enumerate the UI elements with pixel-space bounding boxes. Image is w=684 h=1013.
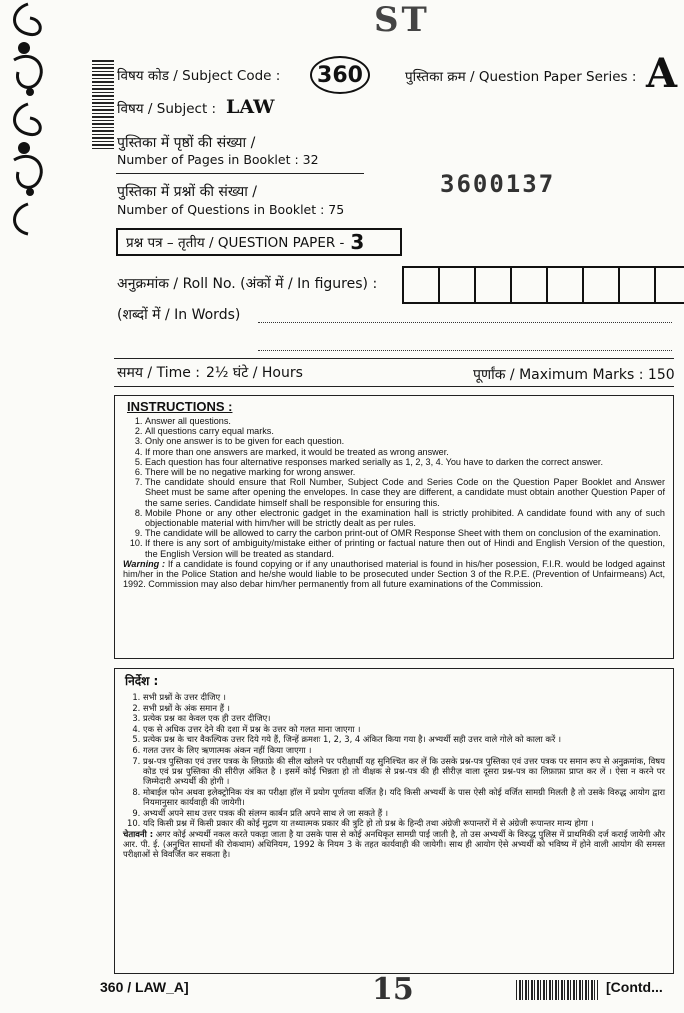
maximum-marks: पूर्णांक / Maximum Marks : 150 (473, 367, 675, 383)
subject-code-label: विषय कोड / Subject Code : (117, 68, 281, 84)
pages-label-english: Number of Pages in Booklet : 32 (117, 152, 319, 167)
roll-words-field[interactable] (258, 322, 672, 323)
hindi-instruction-item: 5. प्रत्येक प्रश्न के चार वैकल्पिक उत्तर दिये गये हैं, जिन्हें क्रमशः 1, 2, 3, 4 अंकित किया गया है। अभ्यर्थी सही उत्तर वाले गोले को काला करें । (143, 734, 665, 744)
warning-label: Warning : (123, 558, 166, 569)
words-label: (शब्दों में / In Words) (117, 307, 241, 323)
hindi-instructions-box (114, 668, 674, 974)
ornament-border (0, 0, 56, 240)
subject-value: LAW (226, 96, 275, 118)
roll-digit-box[interactable] (546, 266, 584, 304)
series-letter: A (646, 50, 678, 97)
instruction-item: 3. Only one answer is to be given for each question. (145, 436, 665, 446)
hindi-instruction-item: 10. यदि किसी प्रश्न में किसी प्रकार की कोई मुद्रण या तथ्यात्मक प्रकार की त्रुटि हो तो प्रश्न के हिन्दी तथा अंग्रेजी रूपान्तरों में से अंग्रेजी रूपान्तर मान्य होगा । (143, 818, 665, 828)
footer-paper-code: 360 / LAW_A] (100, 979, 189, 995)
hindi-instruction-item: 4. एक से अधिक उत्तर देने की दशा में प्रश्न के उत्तर को गलत माना जाएगा । (143, 724, 665, 734)
hindi-instruction-item: 3. प्रत्येक प्रश्न का केवल एक ही उत्तर दीजिए। (143, 713, 665, 723)
hindi-instruction-item: 9. अभ्यर्थी अपने साथ उत्तर पत्रक की संलग्न कार्बन प्रति अपने साथ ले जा सकते हैं । (143, 808, 665, 818)
hindi-warning-label: चेतावनी : (123, 828, 154, 839)
footer-stamp: 15 (372, 972, 414, 1007)
hindi-instruction-item: 8. मोबाईल फोन अथवा इलेक्ट्रोनिक यंत्र का परीक्षा हॉल में प्रयोग पूर्णतया वर्जित है। यदि किसी अभ्यर्थी के पास ऐसी कोई वर्जित सामग्री मिलती है तो उसके विरुद्ध आयोग द्वारा नियमानुसार कार्यवाही की जायेगी। (143, 787, 665, 808)
instructions-box (114, 395, 674, 659)
barcode-strip (92, 60, 114, 150)
roll-number-label: अनुक्रमांक / Roll No. (अंकों में / In figures) : (117, 276, 378, 292)
roll-digit-box[interactable] (654, 266, 684, 304)
roll-digit-box[interactable] (510, 266, 548, 304)
hindi-instructions-list (123, 692, 665, 829)
hindi-warning-text: अगर कोई अभ्यर्थी नकल करते पकड़ा जाता है या उसके पास से कोई अनधिकृत सामग्री पाई जाती है, तो उस अभ्यर्थी के विरुद्ध पुलिस में प्राथमिकी दर्ज कराई जायेगी और आर. पी. ई. (अनुचित साधनों की रोकथाम) अधिनियम, 1992 के नियम 3 के तहत कार्यवाही की जायेगी। साथ ही आयोग ऐसे अभ्यर्थी को भविष्य में होने वाली आयोग की समस्त परीक्षाओं से विवर्जित कर सकता है। (123, 828, 666, 860)
warning-paragraph (123, 559, 665, 590)
hindi-warning-paragraph (123, 829, 665, 860)
instruction-item: 4. If more than one answers are marked, it would be treated as wrong answer. (145, 447, 665, 457)
instruction-item: 6. There will be no negative marking for wrong answer. (145, 467, 665, 477)
hindi-instructions-title: निर्देश : (125, 674, 159, 688)
roll-number-grid[interactable] (404, 266, 684, 304)
hindi-instruction-item: 7. प्रश्न-पत्र पुस्तिका एवं उत्तर पत्रक के लिफ़ाफ़े की सील खोलने पर परीक्षार्थी यह सुनिश्चित कर लें कि उसके प्रश्न-पत्र पुस्तिका एवं उत्तर पत्रक पर समान रूप से अनुक्रमांक, विषय कोड एवं प्रश्न पुस्तिका की सीरीज़ अंकित है । इसमें कोई भिन्नता हो तो वीक्षक से प्रश्न-पत्र की ही सीरीज़ वाला दूसरा प्रश्न-पत्र का लिफ़ाफ़ा प्राप्त कर लें । ऐसा न करने पर जिम्मेदारी अभ्यर्थी की होगी । (143, 756, 665, 787)
roll-digit-box[interactable] (618, 266, 656, 304)
divider (114, 386, 674, 387)
hindi-instruction-item: 6. गलत उत्तर के लिए ऋणात्मक अंकन नहीं किया जाएगा । (143, 745, 665, 755)
top-stamp: ST (374, 0, 430, 40)
continued-label: [Contd... (606, 979, 663, 995)
instruction-item: 2. All questions carry equal marks. (145, 426, 665, 436)
divider (114, 358, 674, 359)
instructions-title: INSTRUCTIONS : (127, 399, 233, 414)
divider (116, 173, 364, 174)
instruction-item: 8. Mobile Phone or any other electronic gadget in the examination hall is strictly prohibited. A candidate found with any of such objectionable material with him/her will be strictly dealt as per rules. (145, 508, 665, 528)
warning-text: If a candidate is found copying or if any unauthorised material is found in his/her posession, F.I.R. would be lodged against him/her in the Police Station and he/she would liable to be prosecuted under Section 3 of the R.P.E. (Prevention of Unfairmeans) Act, 1992. Commission may also debar him/her permanently from all future examinations of the Commission. (123, 558, 665, 590)
subject-code-badge: 360 (310, 56, 370, 94)
time-value: 2½ घंटे / Hours (206, 365, 303, 381)
footer-barcode (516, 980, 598, 1000)
time-label: समय / Time : (117, 365, 201, 381)
roll-digit-box[interactable] (582, 266, 620, 304)
roll-digit-box[interactable] (474, 266, 512, 304)
hindi-instruction-item: 2. सभी प्रश्नों के अंक समान हैं । (143, 703, 665, 713)
instructions-list (123, 416, 665, 559)
questions-label-english: Number of Questions in Booklet : 75 (117, 202, 345, 217)
roll-digit-box[interactable] (402, 266, 440, 304)
instruction-item: 10. If there is any sort of ambiguity/mistake either of printing or factual nature then out of Hindi and English Version of the question, the English Version will be treated as standard. (145, 538, 665, 558)
serial-number: 3600137 (440, 170, 556, 198)
roll-words-field-line-2[interactable] (258, 350, 672, 351)
pages-label-hindi: पुस्तिका में पृष्ठों की संख्या / (117, 135, 256, 151)
roll-digit-box[interactable] (438, 266, 476, 304)
questions-label-hindi: पुस्तिका में प्रश्नों की संख्या / (117, 184, 257, 200)
hindi-instruction-item: 1. सभी प्रश्नों के उत्तर दीजिए । (143, 692, 665, 702)
instruction-item: 7. The candidate should ensure that Roll Number, Subject Code and Series Code on the Question Paper Booklet and Answer Sheet must be same after opening the envelopes. In case they are different, a candidate must obtain another Question Paper of the same series. Candidate himself shall be responsible for ensuring this. (145, 477, 665, 508)
instruction-item: 9. The candidate will be allowed to carry the carbon print-out of OMR Response Sheet with them on conclusion of the examination. (145, 528, 665, 538)
question-paper-box (116, 228, 402, 256)
subject-label: विषय / Subject : (117, 101, 217, 117)
instruction-item: 1. Answer all questions. (145, 416, 665, 426)
question-paper-label: प्रश्न पत्र – तृतीय / QUESTION PAPER - (126, 235, 345, 251)
instruction-item: 5. Each question has four alternative responses marked serially as 1, 2, 3, 4. You have to darken the correct answer. (145, 457, 665, 467)
question-paper-number: 3 (350, 230, 365, 254)
series-label: पुस्तिका क्रम / Question Paper Series : (405, 69, 637, 85)
